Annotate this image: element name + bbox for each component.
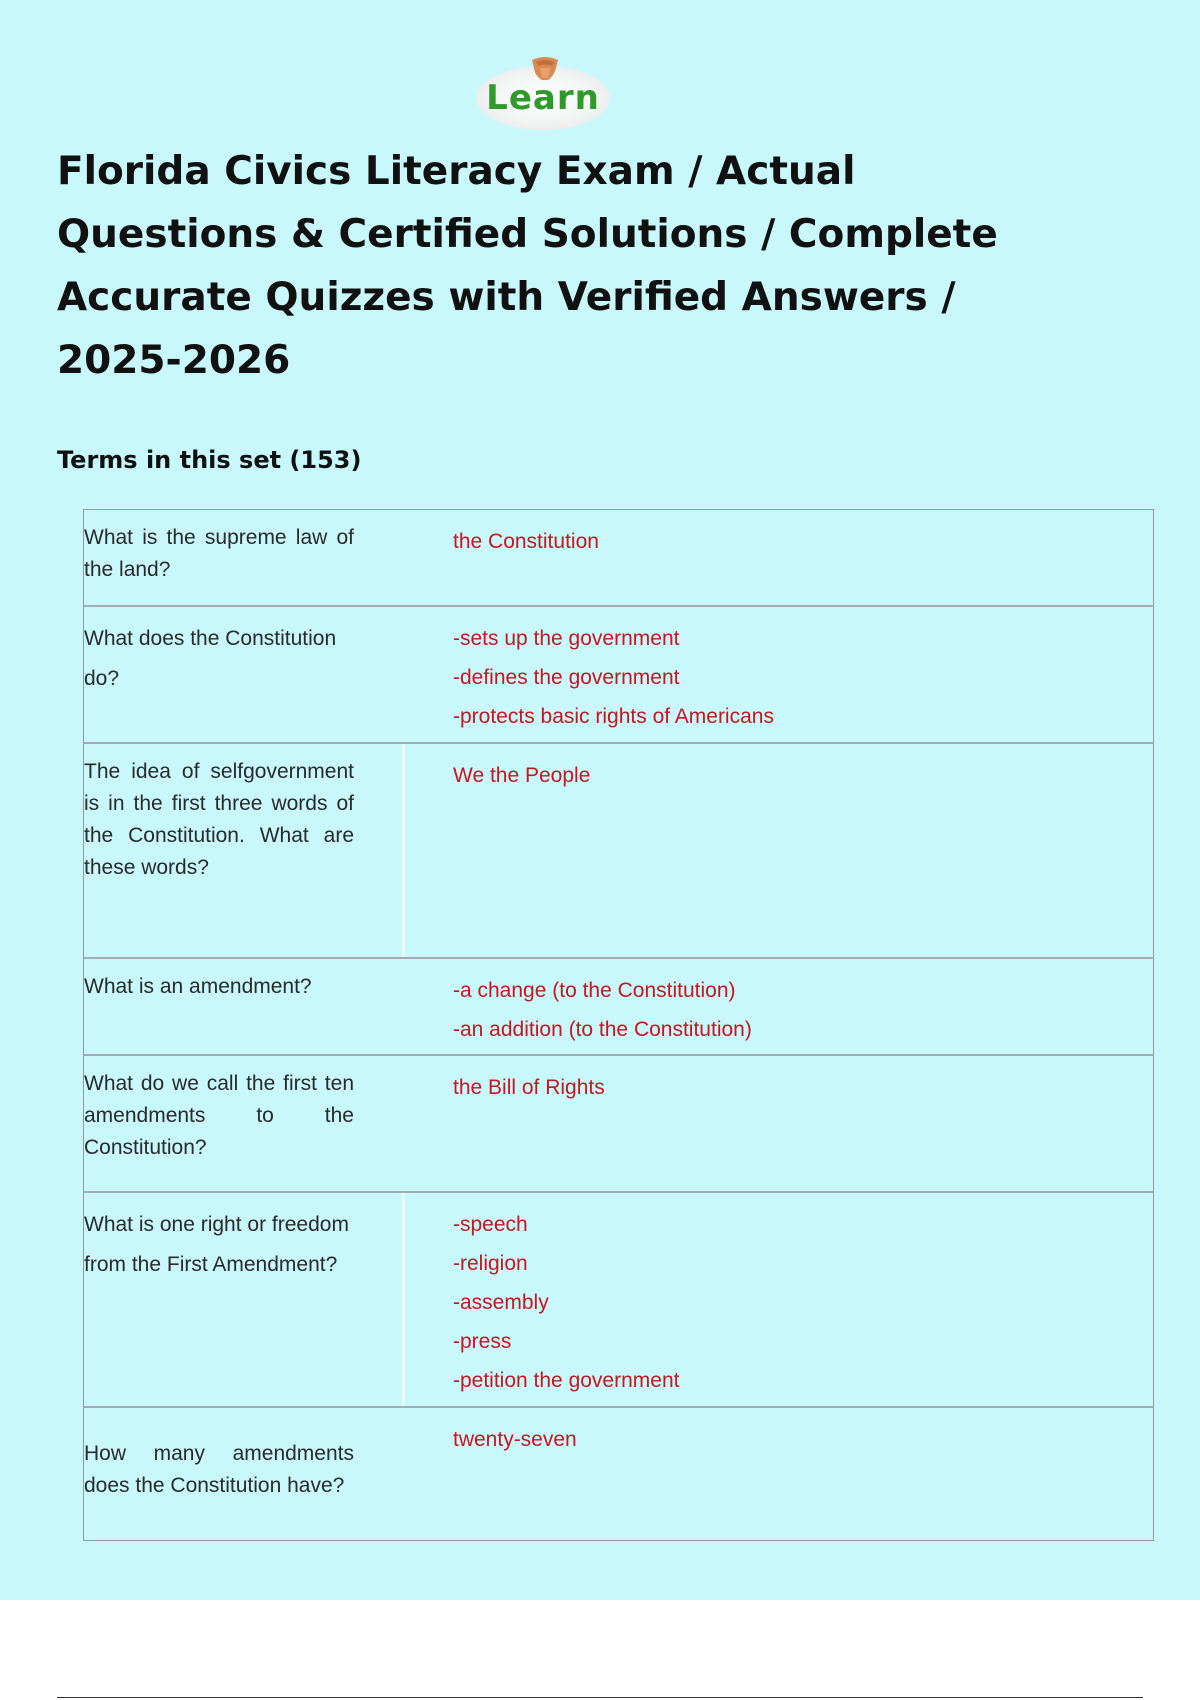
term-row [84,959,1153,1056]
term-row [84,510,1153,607]
term-row [84,744,1153,959]
term-answer [453,1420,1133,1459]
term-row [84,1408,1153,1540]
term-question: What does the Constitution do? [84,627,337,690]
term-question: What do we call the first ten amendments to the Constitution? [84,1072,354,1159]
answer-line: the Bill of Rights [453,1076,605,1099]
term-answer [453,756,1133,795]
term-answer [453,1205,1133,1400]
terms-set-heading: Terms in this set (153) [57,446,362,474]
answer-line: -religion [453,1252,528,1275]
answer-line: -protects basic rights of Americans [453,705,774,728]
term-row [84,607,1153,744]
answer-line: -assembly [453,1291,549,1314]
document-title: Florida Civics Literacy Exam / Actual Questions & Certified Solutions / Complete Accurate Quizzes with Verified Answers / 2025-2026 [57,149,998,383]
answer-line: -speech [453,1213,528,1236]
term-question: What is an amendment? [84,975,312,998]
term-question: What is the supreme law of the land? [84,526,354,581]
term-row [84,1056,1153,1193]
term-answer [453,1068,1133,1107]
term-answer [453,619,1133,736]
answer-line: -an addition (to the Constitution) [453,1018,752,1041]
term-answer [453,971,1133,1049]
answer-line: the Constitution [453,530,599,553]
term-question: What is one right or freedom from the First Amendment? [84,1213,349,1276]
answer-line: We the People [453,764,591,787]
footer-divider [57,1697,1143,1698]
answer-line: twenty-seven [453,1428,577,1451]
term-answer [453,522,1133,561]
answer-line: -defines the government [453,666,680,689]
logo-text: Learn [486,78,600,118]
answer-line: -a change (to the Constitution) [453,979,736,1002]
term-question: The idea of selfgovernment is in the first three words of the Constitution. What are these words? [84,760,354,879]
term-question: How many amendments does the Constitution have? [84,1442,354,1497]
answer-line: -petition the government [453,1369,680,1392]
answer-line: -press [453,1330,512,1353]
terms-table [83,509,1154,1541]
answer-line: -sets up the government [453,627,680,650]
term-row [84,1193,1153,1408]
learn-logo [476,60,610,130]
